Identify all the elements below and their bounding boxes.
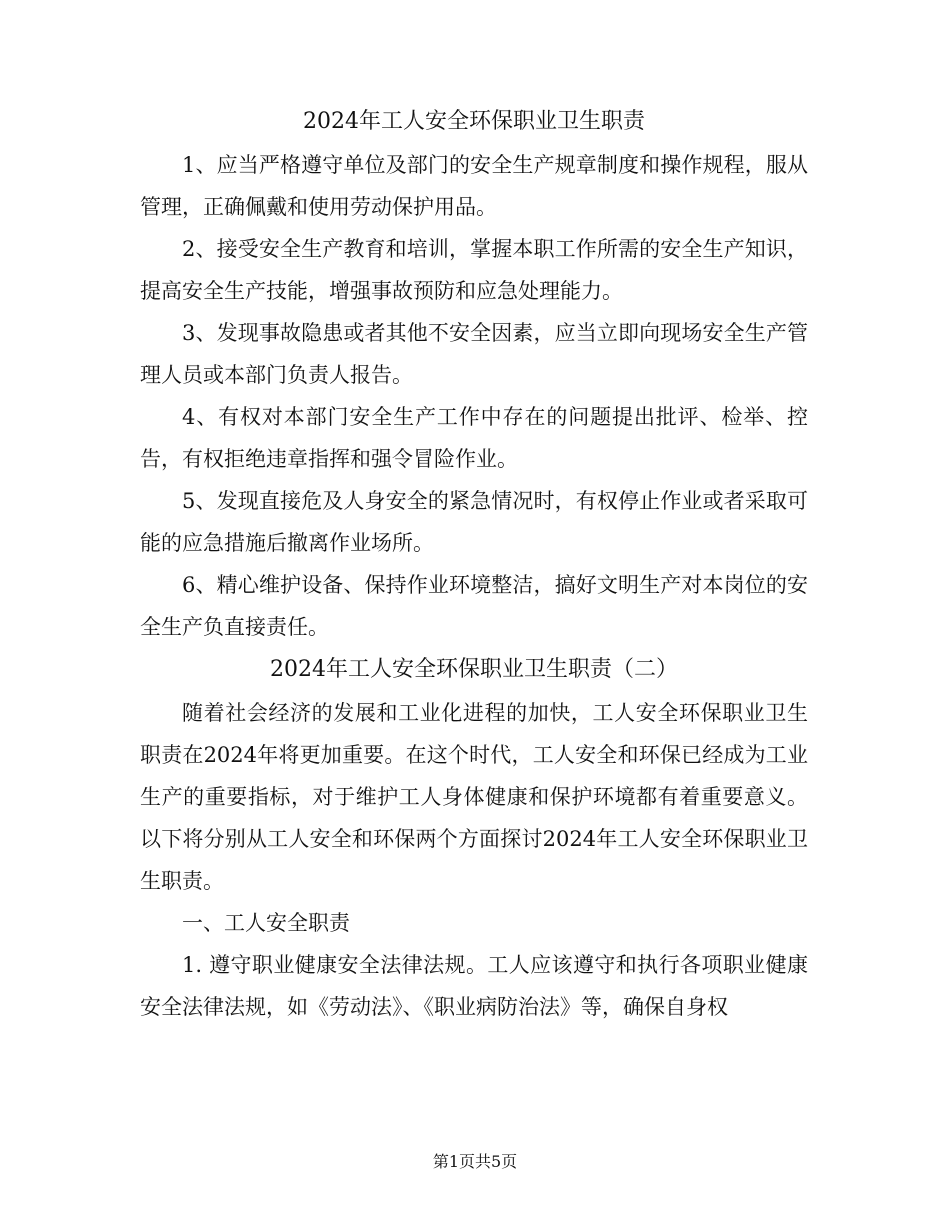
- duty-item-3: 3、发现事故隐患或者其他不安全因素，应当立即向现场安全生产管理人员或本部门负责人报告。: [140, 321, 808, 387]
- intro-paragraph: 随着社会经济的发展和工业化进程的加快，工人安全环保职业卫生职责在2024年将更加重要。在这个时代，工人安全和环保已经成为工业生产的重要指标，对于维护工人身体健康和保护环境都有着重要意义。以下将分别从工人安全和环保两个方面探讨2024年工人安全环保职业卫生职责。: [140, 701, 808, 893]
- duty-item-6: 6、精心维护设备、保持作业环境整洁，搞好文明生产对本岗位的安全生产负直接责任。: [140, 573, 808, 639]
- duty-item-2: 2、接受安全生产教育和培训，掌握本职工作所需的安全生产知识，提高安全生产技能，增强事故预防和应急处理能力。: [140, 237, 808, 303]
- duty-item-4: 4、有权对本部门安全生产工作中存在的问题提出批评、检举、控告，有权拒绝违章指挥和强令冒险作业。: [140, 405, 808, 471]
- worker-safety-point-1: 1. 遵守职业健康安全法律法规。工人应该遵守和执行各项职业健康安全法律法规，如《劳动法》、《职业病防治法》等，确保自身权: [140, 953, 808, 1019]
- worker-safety-heading: 一、工人安全职责: [182, 911, 350, 935]
- document-title: 2024年工人安全环保职业卫生职责: [303, 109, 645, 134]
- duty-item-5: 5、发现直接危及人身安全的紧急情况时，有权停止作业或者采取可能的应急措施后撤离作业场所。: [140, 489, 808, 555]
- section-two-title: 2024年工人安全环保职业卫生职责（二）: [270, 657, 678, 682]
- duty-item-1: 1、应当严格遵守单位及部门的安全生产规章制度和操作规程，服从管理，正确佩戴和使用劳动保护用品。: [140, 153, 808, 219]
- document-content: [140, 100, 808, 1028]
- page-footer: 第1页共5页: [432, 1152, 518, 1171]
